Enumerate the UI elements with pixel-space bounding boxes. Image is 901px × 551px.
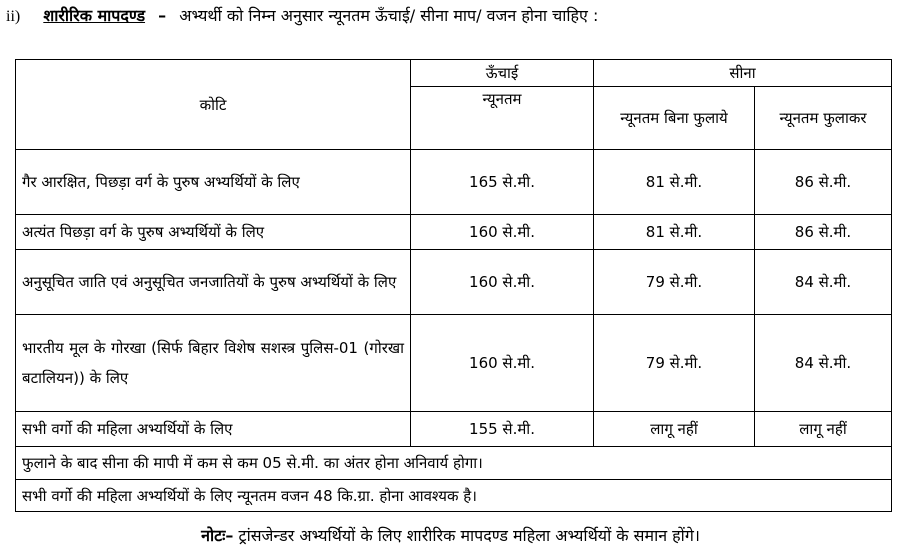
chest-expanded-cell: 86 से.मी. xyxy=(755,215,892,250)
section-title: शारीरिक मापदण्ड xyxy=(43,6,146,25)
table-row xyxy=(16,150,892,215)
footer-note-label: नोटः– xyxy=(201,526,234,545)
chest-unexpanded-cell: 79 से.मी. xyxy=(594,315,755,412)
physical-standards-table xyxy=(15,59,892,512)
section-heading xyxy=(6,4,598,26)
chest-difference-note: फुलाने के बाद सीना की मापी में कम से कम 05 से.मी. का अंतर होना अनिवार्य होगा। xyxy=(16,447,892,480)
height-cell: 165 से.मी. xyxy=(411,150,594,215)
height-cell: 160 से.मी. xyxy=(411,315,594,412)
height-cell: 160 से.मी. xyxy=(411,215,594,250)
chest-expanded-cell: 86 से.मी. xyxy=(755,150,892,215)
chest-unexpanded-cell: लागू नहीं xyxy=(594,412,755,447)
chest-expanded-header: न्यूनतम फुलाकर xyxy=(755,87,892,150)
table-row xyxy=(16,215,892,250)
section-number: ii) xyxy=(6,8,21,25)
note-row xyxy=(16,480,892,512)
height-cell: 160 से.मी. xyxy=(411,250,594,315)
chest-unexpanded-cell: 81 से.मी. xyxy=(594,150,755,215)
chest-unexpanded-cell: 81 से.मी. xyxy=(594,215,755,250)
note-row xyxy=(16,447,892,480)
footer-note xyxy=(0,524,901,546)
height-cell: 155 से.मी. xyxy=(411,412,594,447)
section-intro-text: अभ्यर्थी को निम्न अनुसार न्यूनतम ऊँचाई/ सीना माप/ वजन होना चाहिए : xyxy=(179,6,599,25)
table-row xyxy=(16,250,892,315)
chest-expanded-cell: लागू नहीं xyxy=(755,412,892,447)
chest-expanded-cell: 84 से.मी. xyxy=(755,250,892,315)
category-cell: अत्यंत पिछड़ा वर्ग के पुरुष अभ्यर्थियों के लिए xyxy=(16,215,411,250)
weight-note: सभी वर्गो की महिला अभ्यर्थियों के लिए न्यूनतम वजन 48 कि.ग्रा. होना आवश्यक है। xyxy=(16,480,892,512)
height-header: ऊँचाई xyxy=(411,60,594,87)
footer-note-text: ट्रांसजेन्डर अभ्यर्थियों के लिए शारीरिक मापदण्ड महिला अभ्यर्थियों के समान होंगे। xyxy=(238,526,700,545)
table-header-row xyxy=(16,60,892,87)
table-row xyxy=(16,412,892,447)
table-row xyxy=(16,315,892,412)
height-min-header: न्यूनतम xyxy=(411,87,594,150)
category-header: कोटि xyxy=(16,60,411,150)
heading-dash: – xyxy=(158,6,167,25)
chest-expanded-cell: 84 से.मी. xyxy=(755,315,892,412)
category-cell: अनुसूचित जाति एवं अनुसूचित जनजातियों के पुरुष अभ्यर्थियों के लिए xyxy=(16,250,411,315)
chest-header: सीना xyxy=(594,60,892,87)
category-cell: सभी वर्गो की महिला अभ्यर्थियों के लिए xyxy=(16,412,411,447)
chest-unexpanded-cell: 79 से.मी. xyxy=(594,250,755,315)
category-cell: गैर आरक्षित, पिछड़ा वर्ग के पुरुष अभ्यर्थियों के लिए xyxy=(16,150,411,215)
chest-unexpanded-header: न्यूनतम बिना फुलाये xyxy=(594,87,755,150)
category-cell: भारतीय मूल के गोरखा (सिर्फ बिहार विशेष सशस्त्र पुलिस-01 (गोरखा बटालियन)) के लिए xyxy=(16,315,411,412)
